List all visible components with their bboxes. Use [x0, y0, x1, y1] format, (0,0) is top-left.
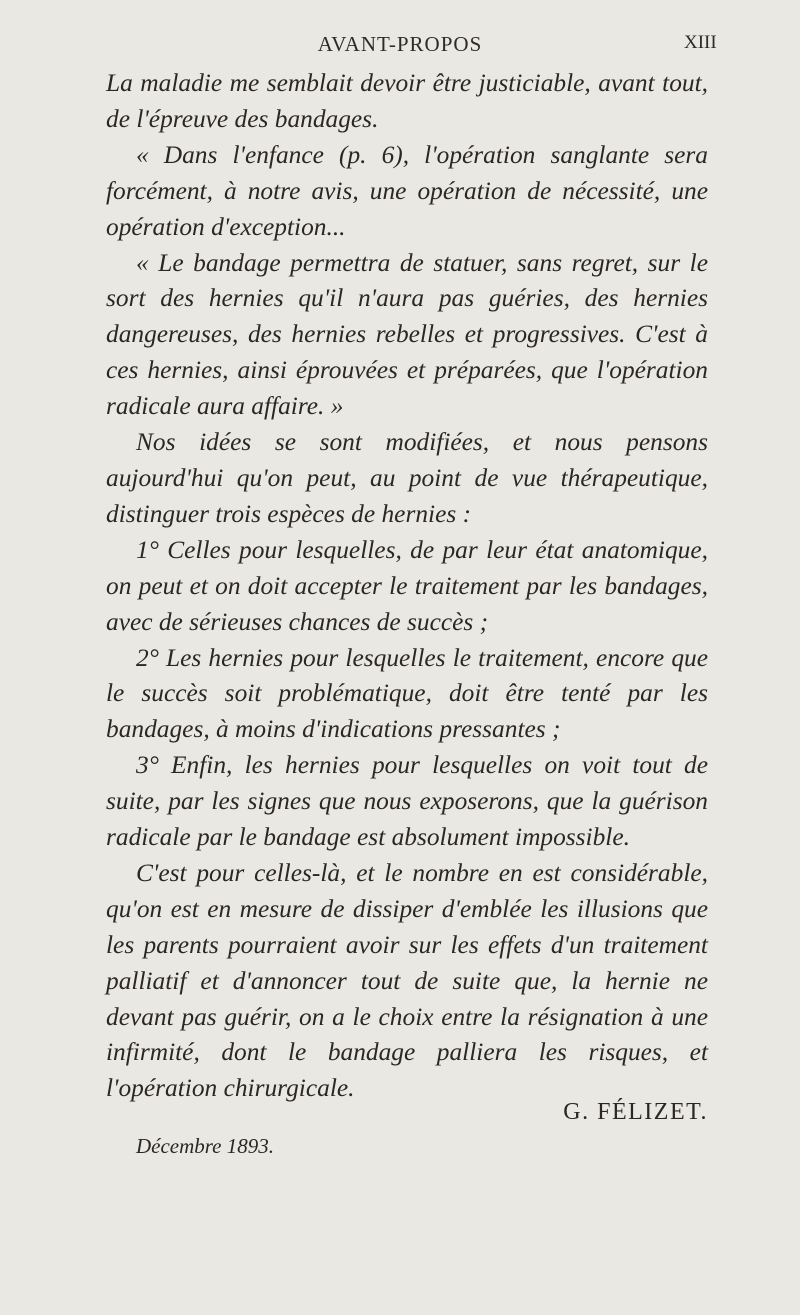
list-item: 3° Enfin, les hernies pour lesquelles on voit tout de suite, par les signes que nous exposerons, que la guérison radicale par le bandage est absolument impossible. — [106, 751, 708, 852]
list-item: 1° Celles pour lesquelles, de par leur état anatomique, on peut et on doit accepter le traitement par les bandages, avec de sérieuses chances de succès ; — [106, 535, 708, 636]
paragraph: « Dans l'enfance (p. 6), l'opération sanglante sera forcément, à notre avis, une opération de nécessité, une opération d'exception... — [106, 140, 708, 241]
date-line: Décembre 1893. — [136, 1134, 275, 1158]
author-signature: G. FÉLIZET. — [563, 1099, 708, 1125]
page-number: XIII — [684, 32, 717, 53]
page-header — [0, 32, 800, 62]
paragraph: La maladie me semblait devoir être justiciable, avant tout, de l'épreuve des bandages. — [106, 69, 708, 133]
body-text — [106, 66, 708, 1107]
paragraph: « Le bandage permettra de statuer, sans regret, sur le sort des hernies qu'il n'aura pas guéries, des hernies dangereuses, des hernies rebelles et progressives. C'est à ces hernies, ainsi éprouvées et préparées, que l'opération radicale aura affaire. » — [106, 248, 708, 421]
list-item: 2° Les hernies pour lesquelles le traitement, encore que le succès soit problématique, doit être tenté par les bandages, à moins d'indications pressantes ; — [106, 643, 708, 744]
running-title: AVANT-PROPOS — [317, 32, 483, 56]
paragraph: C'est pour celles-là, et le nombre en est considérable, qu'on est en mesure de dissiper d'emblée les illusions que les parents pourraient avoir sur les effets d'un traitement palliatif et d'annoncer tout de suite que, la hernie ne devant pas guérir, on a le choix entre la résignation à une infirmité, dont le bandage palliera les risques, et l'opération chirurgicale. — [106, 858, 708, 1103]
paragraph: Nos idées se sont modifiées, et nous pensons aujourd'hui qu'on peut, au point de vue thérapeutique, distinguer trois espèces de hernies : — [106, 428, 708, 528]
